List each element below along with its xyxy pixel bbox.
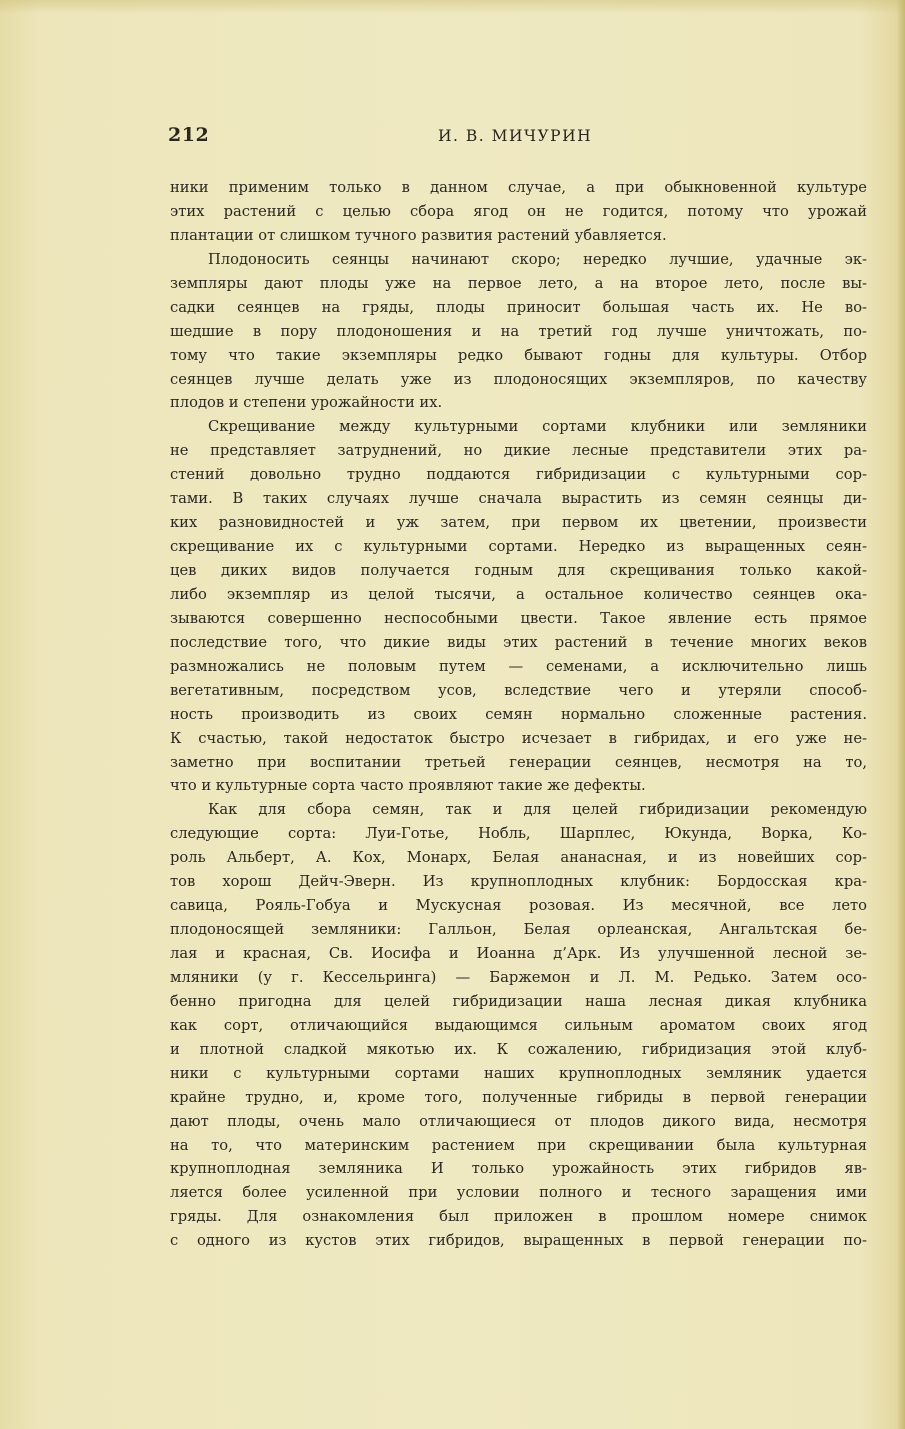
text-line: не представляет затруднений, но дикие лесные представители этих ра- xyxy=(170,442,867,460)
text-line: крупноплодная земляника И только урожайность этих гибридов яв- xyxy=(170,1160,867,1178)
text-line: ники применим только в данном случае, а при обыкновенной культуре xyxy=(170,179,867,196)
text-line: земпляры дают плоды уже на первое лето, а на второе лето, после вы- xyxy=(170,274,867,292)
text-line: цев диких видов получается годным для скрещивания только какой- xyxy=(170,562,867,579)
text-line: размножались не половым путем — семенами, а исключительно лишь xyxy=(170,657,867,675)
text-line: Плодоносить сеянцы начинают скоро; нередко лучшие, удачные эк- xyxy=(208,250,867,268)
text-line: что и культурные сорта часто проявляют такие же дефекты. xyxy=(170,777,646,795)
text-line: ники с культурными сортами наших крупноплодных земляник удается xyxy=(170,1064,867,1082)
paragraph xyxy=(170,176,867,248)
text-line: ность производить из своих семян нормально сложенные растения. xyxy=(170,705,867,723)
text-line: лая и красная, Св. Иосифа и Иоанна д’Арк. Из улучшенной лесной зе- xyxy=(170,945,867,962)
text-line: стений довольно трудно поддаются гибридизации с культурными сор- xyxy=(170,466,867,484)
text-line: Как для сбора семян, так и для целей гибридизации рекомендую xyxy=(208,801,867,819)
body-text xyxy=(170,176,867,1253)
text-line: на то, что материнским растением при скрещивании была культурная xyxy=(170,1136,867,1154)
text-line: ляется более усиленной при условии полного и тесного заращения ими xyxy=(170,1184,867,1202)
text-line: садки сеянцев на гряды, плоды приносит большая часть их. Не во- xyxy=(170,298,867,316)
text-line: скрещивание их с культурными сортами. Нередко из выращенных сеян- xyxy=(170,538,867,556)
text-line: вегетативным, посредством усов, вследствие чего и утеряли способ- xyxy=(170,681,867,699)
text-line: тами. В таких случаях лучше сначала вырастить из семян сеянцы ди- xyxy=(170,490,867,508)
text-line: тому что такие экземпляры редко бывают годны для культуры. Отбор xyxy=(170,346,867,364)
text-line: гряды. Для ознакомления был приложен в прошлом номере снимок xyxy=(170,1208,867,1226)
text-line: мляники (у г. Кессельринга) — Баржемон и Л. М. Редько. Затем осо- xyxy=(170,968,867,986)
text-line: тов хорош Дейч-Эверн. Из крупноплодных клубник: Бордосская кра- xyxy=(170,873,867,891)
page-edge-top xyxy=(0,0,905,14)
text-line: либо экземпляр из целой тысячи, а остальное количество сеянцев ока- xyxy=(170,585,867,603)
text-line: крайне трудно, и, кроме того, полученные гибриды в первой генерации xyxy=(170,1088,867,1106)
text-line: дают плоды, очень мало отличающиеся от плодов дикого вида, несмотря xyxy=(170,1112,867,1130)
text-line: и плотной сладкой мякотью их. К сожалению, гибридизация этой клуб- xyxy=(170,1040,867,1058)
page-edge-right xyxy=(897,0,905,1429)
text-line: зываются совершенно неспособными цвести. Такое явление есть прямое xyxy=(170,609,867,627)
text-line: роль Альберт, А. Кох, Монарх, Белая ананасная, и из новейших сор- xyxy=(170,849,867,867)
text-line: бенно пригодна для целей гибридизации наша лесная дикая клубника xyxy=(170,992,867,1010)
text-line: с одного из кустов этих гибридов, выращенных в первой генерации по- xyxy=(170,1232,867,1250)
text-line: последствие того, что дикие виды этих растений в течение многих веков xyxy=(170,633,867,651)
paragraph xyxy=(170,415,867,798)
text-line: следующие сорта: Луи-Готье, Нобль, Шарплес, Юкунда, Ворка, Ко- xyxy=(170,825,867,843)
paragraph xyxy=(170,798,867,1253)
text-line: савица, Рояль-Гобуа и Мускусная розовая. Из месячной, все лето xyxy=(170,897,867,915)
text-line: плодов и степени урожайности их. xyxy=(170,394,443,412)
text-line: этих растений с целью сбора ягод он не годится, потому что урожай xyxy=(170,202,867,220)
text-line: Скрещивание между культурными сортами клубники или земляники xyxy=(208,418,867,436)
text-line: плантации от слишком тучного развития растений убавляется. xyxy=(170,226,667,244)
text-line: ких разновидностей и уж затем, при первом их цветении, произвести xyxy=(170,514,867,532)
paragraph xyxy=(170,248,867,416)
page-header xyxy=(168,124,868,154)
text-line: К счастью, такой недостаток быстро исчезает в гибридах, и его уже не- xyxy=(170,729,867,747)
text-line: как сорт, отличающийся выдающимся сильным ароматом своих ягод xyxy=(170,1016,867,1034)
text-line: плодоносящей земляники: Галльон, Белая орлеанская, Ангальтская бе- xyxy=(170,921,867,939)
text-line: шедшие в пору плодоношения и на третий год лучше уничтожать, по- xyxy=(170,322,867,340)
text-line: заметно при воспитании третьей генерации сеянцев, несмотря на то, xyxy=(170,753,867,771)
page-number: 212 xyxy=(168,124,210,146)
running-title: И. В. МИЧУРИН xyxy=(438,127,593,145)
text-line: сеянцев лучше делать уже из плодоносящих экземпляров, по качеству xyxy=(170,370,867,388)
